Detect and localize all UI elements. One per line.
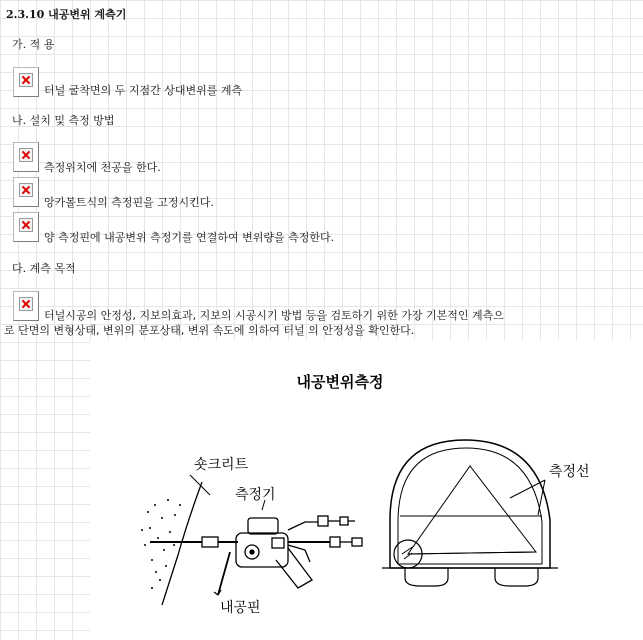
convergence-measurement-figure <box>90 340 643 640</box>
broken-image-icon <box>13 291 39 321</box>
label-pin: 내공핀 <box>220 600 261 616</box>
footing-right <box>495 568 538 586</box>
broken-image-icon <box>13 142 39 172</box>
page-title: 2.3.10 내공변위 계측기 <box>6 8 127 21</box>
shotcrete-texture <box>141 499 181 589</box>
label-line: 측정선 <box>549 464 590 480</box>
footing-left <box>405 568 448 586</box>
label-shotcrete: 숏크리트 <box>194 457 249 473</box>
section-heading-application: 가. 적 용 <box>12 38 55 51</box>
measuring-lines-triangle <box>408 466 536 554</box>
broken-image-icon <box>13 67 39 97</box>
pin-coupler <box>202 537 218 547</box>
label-meter: 측정기 <box>235 487 276 503</box>
tunnel-outline <box>390 440 550 568</box>
section-heading-purpose: 다. 계측 목적 <box>12 262 76 275</box>
tunnel-section-drawing <box>382 440 558 586</box>
section-heading-installation: 나. 설치 및 측정 방법 <box>12 114 115 127</box>
pin-leader <box>218 552 230 595</box>
shotcrete-leader <box>190 475 210 495</box>
meter-handle <box>248 518 278 534</box>
figure-title: 내공변위측정 <box>296 373 384 391</box>
paragraph-installation-3: 양 측정핀에 내공변위 측정기를 연결하여 변위량을 측정한다. <box>44 231 335 244</box>
paragraph-purpose-line-2: 로 단면의 변형상태, 변위의 분포상태, 변위 속도에 의하여 터널 의 안정성을 확인한다. <box>4 324 415 337</box>
paragraph-application: 터널 굴착면의 두 지점간 상대변위를 계측 <box>44 84 243 97</box>
paragraph-installation-2: 앙카볼트식의 측정핀을 고정시킨다. <box>44 196 214 209</box>
paragraph-installation-1: 측정위치에 천공을 한다. <box>44 161 161 174</box>
broken-image-icon <box>13 177 39 207</box>
broken-image-icon <box>13 212 39 242</box>
figure-drawing <box>90 340 643 640</box>
paragraph-purpose-line-1: 터널시공의 안정성, 지보의효과, 지보의 시공시기 방법 등을 검토하기 위한 가장 기본적인 계측으 <box>44 309 504 322</box>
